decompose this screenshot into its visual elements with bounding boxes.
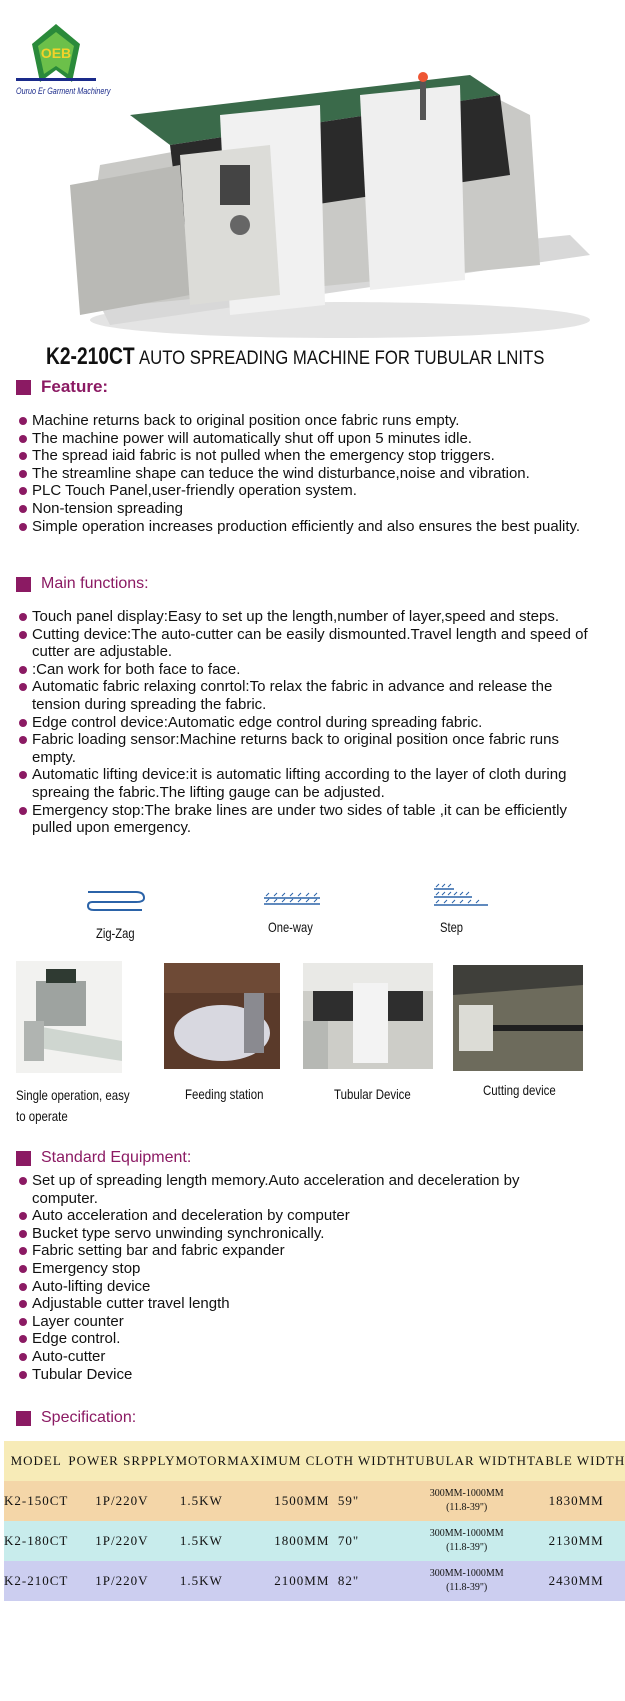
tubular-device-caption: Tubular Device (334, 1086, 411, 1102)
specification-heading-label: Specification: (41, 1409, 137, 1426)
col-header: POWER SRPPLY (68, 1453, 176, 1468)
feature-heading (16, 377, 108, 397)
step-label: Step (440, 919, 464, 935)
list-item: Edge control device:Automatic edge control during spreading fabric. (18, 714, 588, 732)
list-item: Auto-lifting device (18, 1278, 578, 1296)
tubular-mm: 300MM-1000MM (429, 1488, 504, 1499)
feature-list (18, 412, 588, 535)
cell-motor: 1.5KW (179, 1493, 223, 1508)
max-width-mm: 2100MM (274, 1573, 330, 1588)
list-item: Machine returns back to original position once fabric runs empty. (18, 412, 588, 430)
list-item: Tubular Device (18, 1366, 578, 1384)
single-operation-caption: Single operation, easy to operate (16, 1087, 130, 1124)
max-width-inch: 59" (337, 1493, 360, 1508)
zigzag-label: Zig-Zag (96, 925, 135, 941)
list-item: Set up of spreading length memory.Auto acceleration and deceleration by computer. (18, 1172, 578, 1207)
col-header: TUBULAR WIDTH (406, 1453, 528, 1468)
oneway-label: One-way (268, 919, 313, 935)
list-item: Edge control. (18, 1330, 578, 1348)
table-row (4, 1481, 625, 1521)
section-marker (16, 1151, 31, 1166)
main-functions-heading (16, 574, 149, 594)
table-row (4, 1561, 625, 1601)
max-width-inch: 82" (337, 1573, 360, 1588)
col-header: MAXIMUM CLOTH WIDTH (227, 1453, 407, 1468)
col-header: TABLE WIDTH (527, 1453, 625, 1468)
cell-model: K2-150CT (4, 1493, 69, 1508)
product-subtitle: AUTO SPREADING MACHINE FOR TUBULAR LNITS (138, 348, 545, 369)
list-item: Automatic lifting device:it is automatic lifting according to the layer of cloth during spreaing the fabric.The lifting gauge can be adjusted. (18, 766, 588, 801)
cell-max-width (227, 1561, 406, 1601)
cell-power: 1P/220V (95, 1493, 149, 1508)
cell-power: 1P/220V (95, 1533, 149, 1548)
list-item: Emergency stop:The brake lines are under two sides of table ,it can be efficiently pulled upon emergency. (18, 802, 588, 837)
cell-motor: 1.5KW (179, 1573, 223, 1588)
max-width-inch: 70" (337, 1533, 360, 1548)
list-item: :Can work for both face to face. (18, 661, 588, 679)
specification-table (4, 1441, 625, 1601)
tubular-inch: (11.8-39") (446, 1502, 488, 1513)
standard-equipment-heading (16, 1148, 191, 1168)
logo-caption: Ouruo Er Garment Machinery (16, 86, 111, 96)
feature-heading-label: Feature: (41, 377, 109, 396)
spreading-machine-image (70, 55, 595, 345)
list-item: Auto-cutter (18, 1348, 578, 1366)
list-item: PLC Touch Panel,user-friendly operation system. (18, 482, 588, 500)
feeding-station-photo (164, 963, 280, 1069)
col-header: MOTOR (175, 1453, 228, 1468)
list-item: Adjustable cutter travel length (18, 1295, 578, 1313)
cell-table-width: 2430MM (548, 1573, 604, 1588)
tubular-mm: 300MM-1000MM (429, 1568, 504, 1579)
standard-equipment-heading-label: Standard Equipment: (41, 1149, 192, 1166)
list-item: Simple operation increases production efficiently and also ensures the best puality. (18, 518, 588, 536)
list-item: Touch panel display:Easy to set up the length,number of layer,speed and steps. (18, 608, 588, 626)
col-header: MODEL (10, 1453, 62, 1468)
list-item: Fabric setting bar and fabric expander (18, 1242, 578, 1260)
list-item: Fabric loading sensor:Machine returns back to original position once fabric runs empty. (18, 731, 588, 766)
tubular-inch: (11.8-39") (446, 1542, 488, 1553)
oneway-diagram-icon (262, 893, 322, 909)
model-name: K2-210CT (46, 343, 135, 370)
cell-model: K2-210CT (4, 1573, 69, 1588)
table-header-row (4, 1441, 625, 1481)
list-item: The spread iaid fabric is not pulled when the emergency stop triggers. (18, 447, 588, 465)
cutting-device-caption: Cutting device (483, 1082, 556, 1098)
cell-table-width: 1830MM (548, 1493, 604, 1508)
logo-letters: OEB (40, 45, 72, 61)
cell-tubular (406, 1481, 527, 1521)
section-marker (16, 1411, 31, 1426)
list-item: The machine power will automatically shut off upon 5 minutes idle. (18, 430, 588, 448)
max-width-mm: 1500MM (274, 1493, 330, 1508)
cell-model: K2-180CT (4, 1533, 69, 1548)
list-item: Bucket type servo unwinding synchronically. (18, 1225, 578, 1243)
specification-heading (16, 1408, 136, 1428)
list-item: Cutting device:The auto-cutter can be easily dismounted.Travel length and speed of cutter are adjustable. (18, 626, 588, 661)
zigzag-diagram-icon (86, 888, 146, 914)
cell-max-width (227, 1521, 406, 1561)
tubular-device-photo (303, 963, 433, 1069)
tubular-inch: (11.8-39") (446, 1582, 488, 1593)
cell-power: 1P/220V (95, 1573, 149, 1588)
page-title (46, 343, 599, 371)
max-width-mm: 1800MM (274, 1533, 330, 1548)
cell-tubular (406, 1561, 527, 1601)
cell-tubular (406, 1521, 527, 1561)
feeding-station-caption: Feeding station (185, 1086, 264, 1102)
list-item: Automatic fabric relaxing conrtol:To relax the fabric in advance and release the tension during spreading the fabric. (18, 678, 588, 713)
list-item: Layer counter (18, 1313, 578, 1331)
section-marker (16, 380, 31, 395)
table-row (4, 1521, 625, 1561)
cell-motor: 1.5KW (179, 1533, 223, 1548)
section-marker (16, 577, 31, 592)
tubular-mm: 300MM-1000MM (429, 1528, 504, 1539)
list-item: Auto acceleration and deceleration by computer (18, 1207, 578, 1225)
main-functions-list (18, 608, 588, 837)
step-diagram-icon (432, 883, 490, 909)
single-operation-photo (16, 961, 122, 1073)
list-item: The streamline shape can teduce the wind disturbance,noise and vibration. (18, 465, 588, 483)
main-functions-heading-label: Main functions: (41, 575, 149, 592)
standard-equipment-list (18, 1172, 578, 1383)
cell-table-width: 2130MM (548, 1533, 604, 1548)
list-item: Non-tension spreading (18, 500, 588, 518)
cutting-device-photo (453, 965, 583, 1071)
cell-max-width (227, 1481, 406, 1521)
list-item: Emergency stop (18, 1260, 578, 1278)
